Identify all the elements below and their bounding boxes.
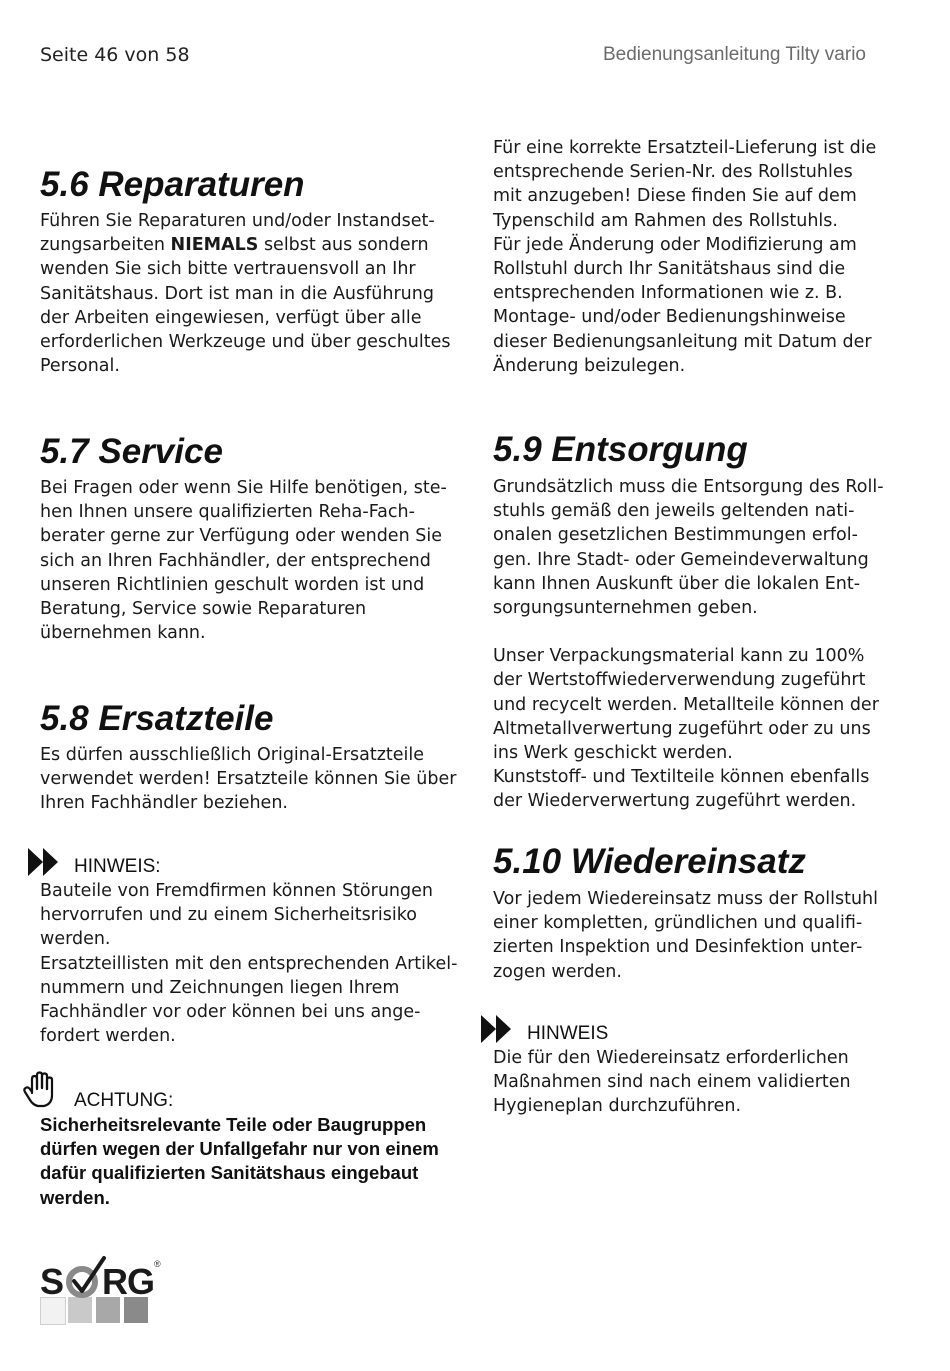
sorg-logo [40, 1253, 170, 1331]
hinweis-body: Die für den Wiedereinsatz erforderlichen Maßnahmen sind nach einem validierten Hygieneplan durchzuführen. [493, 1048, 851, 1117]
double-play-arrow-icon [28, 848, 60, 880]
double-play-arrow-icon [481, 1015, 513, 1047]
section-title: 5.6 Reparaturen [40, 165, 305, 204]
logo-letter-s: S [40, 1261, 64, 1302]
section-title: 5.8 Ersatzteile [40, 699, 274, 738]
achtung-body: Sicherheitsrelevante Teile oder Baugruppen dürfen wegen der Unfallgefahr nur von einem dafür qualifizierten Sanitätshaus eingebaut werden. [40, 1114, 439, 1208]
body-text: selbst aus sondern wenden Sie sich bitte vertrauensvoll an Ihr Sanitätshaus. Dort ist man in die Ausführung der Arbeiten eingewiesen, verfügt über alle erforderlichen Werkzeuge und über geschultes Personal. [40, 235, 451, 377]
hinweis-label: HINWEIS: [74, 856, 161, 877]
section-ersatzteile [40, 699, 470, 816]
section-title: 5.10 Wiedereinsatz [493, 842, 806, 881]
section-body: Grundsätzlich muss die Entsorgung des Roll- stuhls gemäß den jeweils geltenden nati- onalen gesetzlichen Bestimmungen erfol- gen. Ihre Stadt- oder Gemeindeverwaltung kann Ihnen Auskunft über die lokalen Ent- sorgungsunternehmen geben. [493, 477, 884, 619]
section-entsorgung [493, 430, 913, 814]
section-body: Es dürfen ausschließlich Original-Ersatzteile verwendet werden! Ersatzteile können Sie über Ihren Fachhändler beziehen. [40, 745, 457, 814]
emphasis-text: NIEMALS [170, 235, 259, 256]
section-wiedereinsatz [493, 842, 913, 984]
section-title: 5.9 Entsorgung [493, 430, 748, 469]
registered-mark: ® [154, 1259, 161, 1269]
section-service [40, 432, 470, 645]
section-body: Vor jedem Wiedereinsatz muss der Rollstuhl einer kompletten, gründlichen und qualifi- zierten Inspektion und Desinfektion unter- zogen werden. [493, 889, 878, 982]
section-body [40, 209, 470, 378]
section-body-2: Unser Verpackungsmaterial kann zu 100% der Wertstoffwiederverwendung zugeführt und recycelt werden. Metallteile können der Altmetallverwertung zugeführt oder zu uns ins Werk geschickt werden. Kunststoff- und Textilteile können ebenfalls der Wiederverwertung zugeführt werden. [493, 646, 879, 812]
page-number: Seite 46 von 58 [40, 44, 190, 66]
achtung-label: ACHTUNG: [74, 1090, 174, 1111]
hinweis-body: Bauteile von Fremdfirmen können Störungen hervorrufen und zu einem Sicherheitsrisiko werden. Ersatzteillisten mit den entsprechenden Artikel- nummern und Zeichnungen liegen Ihrem Fachhändler vor oder können bei uns ange- fordert werden. [40, 881, 458, 1047]
section-title: 5.7 Service [40, 432, 223, 471]
logo-letters-rg: RG [102, 1261, 154, 1302]
body-text: Führen Sie Reparaturen und/oder Instandset- zungsarbeiten [40, 211, 435, 256]
section-body: Bei Fragen oder wenn Sie Hilfe benötigen, ste- hen Ihnen unsere qualifizierten Reha-Fach- berater gerne zur Verfügung oder wenden Sie sich an Ihren Fachhändler, der entsprechend unseren Richtlinien geschult worden ist und Beratung, Service sowie Reparaturen übernehmen kann. [40, 478, 447, 644]
section-reparaturen [40, 165, 470, 378]
raised-hand-icon [22, 1071, 58, 1113]
ersatzteil-lieferung-body: Für eine korrekte Ersatzteil-Lieferung ist die entsprechende Serien-Nr. des Rollstuhles mit anzugeben! Diese finden Sie auf dem Typenschild am Rahmen des Rollstuhls. Für jede Änderung oder Modifizierung am Rollstuhl durch Ihr Sanitätshaus sind die entsprechenden Informationen wie z. B. Montage- und/oder Bedienungshinweise dieser Bedienungsanleitung mit Datum der Änderung beizulegen. [493, 138, 877, 376]
document-title: Bedienungsanleitung Tilty vario [602, 44, 866, 65]
hinweis-label: HINWEIS [527, 1023, 609, 1044]
